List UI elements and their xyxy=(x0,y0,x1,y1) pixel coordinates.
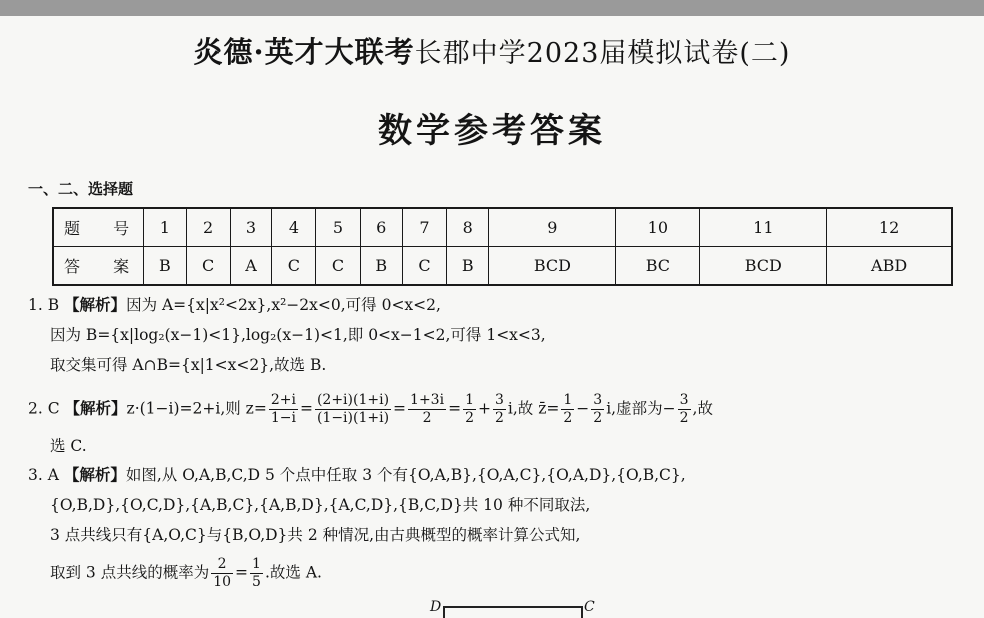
fraction xyxy=(211,556,233,591)
answer-cell: B xyxy=(360,247,402,286)
answer-cell: B xyxy=(144,247,186,286)
answer-cell: C xyxy=(186,247,230,286)
section-heading: 一、二、选择题 xyxy=(28,180,134,198)
question-number: 4 xyxy=(272,208,316,247)
numerator: 1 xyxy=(465,392,474,408)
denominator: (1−i)(1+i) xyxy=(316,410,390,426)
answer-cell: A xyxy=(230,247,272,286)
solution-2-line-2: 选 C. xyxy=(50,437,87,455)
answer-cell: BCD xyxy=(700,247,827,286)
denominator: 2 xyxy=(465,410,474,426)
question-number: 5 xyxy=(316,208,360,247)
table-row-label: 题 号 xyxy=(53,208,144,247)
question-number: 7 xyxy=(402,208,446,247)
math-text: − xyxy=(576,399,590,418)
question-number: 3 xyxy=(230,208,272,247)
fraction xyxy=(591,392,604,427)
math-text: .故选 A. xyxy=(264,563,322,582)
question-number: 11 xyxy=(700,208,827,247)
math-text: = xyxy=(299,399,313,418)
solution-1-line-2: 因为 B={x|log₂(x−1)<1},log₂(x−1)<1,即 0<x−1<2,可得 1<x<3, xyxy=(50,326,546,344)
solution-1-text: 因为 A={x|x²<2x},x²−2x<0,可得 0<x<2, xyxy=(126,296,441,314)
numerator: 1+3i xyxy=(410,392,445,408)
analysis-tag: 【解析】 xyxy=(63,466,126,484)
math-text: = xyxy=(235,563,249,582)
top-bar xyxy=(0,0,984,16)
denominator: 2 xyxy=(593,410,603,426)
fraction xyxy=(315,392,391,427)
numerator: 1 xyxy=(252,556,261,572)
numerator: 2+i xyxy=(270,392,296,408)
answer-cell: C xyxy=(272,247,316,286)
denominator: 5 xyxy=(252,574,261,590)
numerator: 3 xyxy=(593,392,603,408)
denominator: 1−i xyxy=(270,410,296,426)
solution-2-line-1 xyxy=(28,392,713,427)
math-text: i,故 z̄= xyxy=(507,399,560,418)
figure-label-c: C xyxy=(584,599,595,615)
solution-3-head: 3. A xyxy=(28,466,59,484)
question-number: 10 xyxy=(616,208,700,247)
exam-title-brand: 炎德·英才大联考 xyxy=(193,35,415,69)
fraction xyxy=(493,392,506,427)
answer-cell: C xyxy=(316,247,360,286)
fraction xyxy=(269,392,298,427)
exam-title-school: 长郡中学2023届模拟试卷(二) xyxy=(414,38,791,69)
solution-2 xyxy=(28,392,713,461)
denominator: 10 xyxy=(213,574,232,590)
figure-label-d: D xyxy=(430,599,442,615)
answer-cell: BC xyxy=(616,247,700,286)
fraction xyxy=(408,392,446,427)
solution-3-line-3: 3 点共线只有{A,O,C}与{B,O,D}共 2 种情况,由古典概型的概率计算公式知, xyxy=(50,526,581,544)
answer-cell: BCD xyxy=(489,247,616,286)
math-text: + xyxy=(477,399,491,418)
question-number: 12 xyxy=(827,208,952,247)
fraction xyxy=(463,392,476,427)
math-text: i,虚部为− xyxy=(606,399,676,418)
solution-2-head: 2. C xyxy=(28,399,60,418)
analysis-tag: 【解析】 xyxy=(64,399,127,418)
answer-table xyxy=(52,207,953,286)
answer-cell: ABD xyxy=(827,247,952,286)
fraction xyxy=(250,556,263,591)
numerator: 2 xyxy=(211,556,233,574)
analysis-tag: 【解析】 xyxy=(64,296,127,314)
solution-1-line-3: 取交集可得 A∩B={x|1<x<2},故选 B. xyxy=(50,356,327,374)
numerator: (2+i)(1+i) xyxy=(316,392,390,408)
solution-1 xyxy=(28,290,546,380)
denominator: 2 xyxy=(679,410,689,426)
figure-trapezoid-top xyxy=(443,606,583,618)
solution-3-line-2: {O,B,D},{O,C,D},{A,B,C},{A,B,D},{A,C,D},{B,C,D}共 10 种不同取法, xyxy=(50,496,591,514)
document-title: 数学参考答案 xyxy=(378,111,606,151)
math-text: = xyxy=(448,399,462,418)
question-number: 6 xyxy=(360,208,402,247)
math-text: 取到 3 点共线的概率为 xyxy=(50,563,210,582)
solution-3-line-4 xyxy=(28,556,686,591)
solution-1-head: 1. B xyxy=(28,296,60,314)
math-text: ,故 xyxy=(692,399,713,418)
solution-3-text: 如图,从 O,A,B,C,D 5 个点中任取 3 个有{O,A,B},{O,A,C},{O,A,D},{O,B,C}, xyxy=(125,466,686,484)
answer-table-number-row xyxy=(53,208,952,247)
question-number: 1 xyxy=(144,208,186,247)
question-number: 8 xyxy=(447,208,489,247)
denominator: 2 xyxy=(494,410,504,426)
question-number: 2 xyxy=(186,208,230,247)
numerator: 3 xyxy=(494,392,504,408)
math-text: z·(1−i)=2+i,则 z= xyxy=(126,399,267,418)
solution-1-line-1 xyxy=(28,290,546,320)
answer-cell: C xyxy=(402,247,446,286)
numerator: 1 xyxy=(563,392,573,408)
solution-3 xyxy=(28,460,686,591)
solution-3-line-1 xyxy=(28,460,686,490)
denominator: 2 xyxy=(563,410,573,426)
answer-table-answer-row xyxy=(53,247,952,286)
answer-cell: B xyxy=(447,247,489,286)
exam-title xyxy=(0,30,984,71)
numerator: 3 xyxy=(679,392,689,408)
denominator: 2 xyxy=(422,410,432,426)
question-number: 9 xyxy=(489,208,616,247)
fraction xyxy=(561,392,574,427)
table-row-label: 答 案 xyxy=(53,247,144,286)
fraction xyxy=(678,392,691,427)
math-text: = xyxy=(393,399,407,418)
